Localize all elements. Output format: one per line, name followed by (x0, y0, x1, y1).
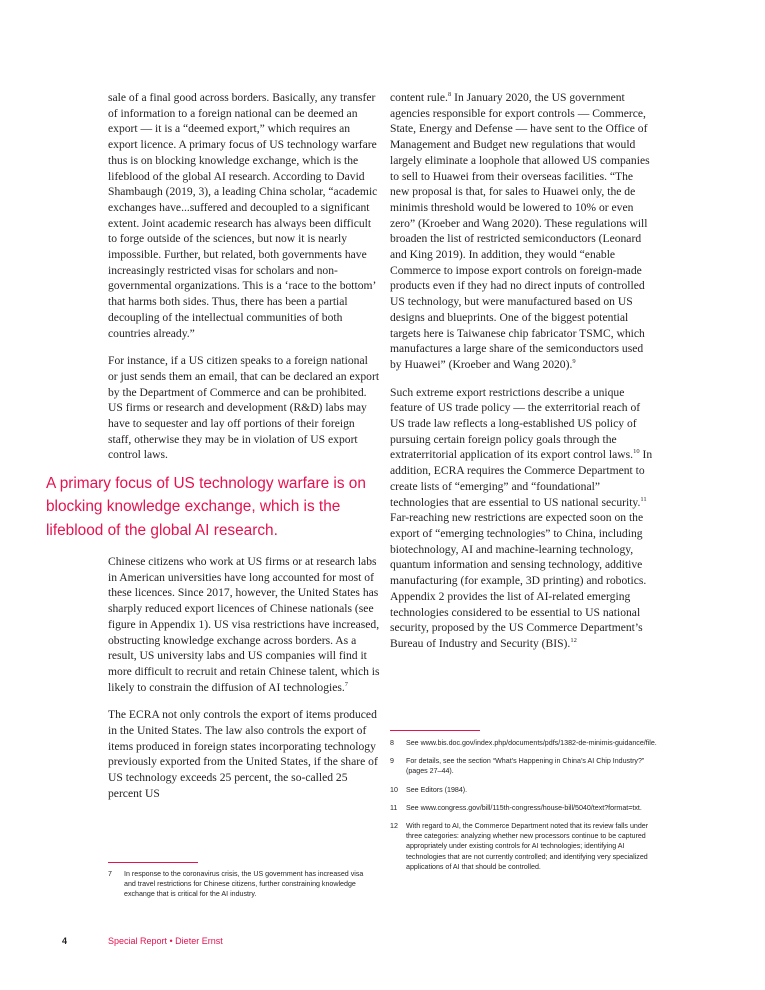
page-number: 4 (62, 936, 68, 946)
right-column (390, 90, 655, 664)
footnote-number: 10 (390, 785, 398, 794)
left-column-bottom (108, 554, 380, 814)
footnote-text: With regard to AI, the Commerce Department noted that its review falls under three categories: analyzing whether new processors continue to be captured appropriately under existing controls for AI technologies; identifying AI technologies that are not currently controlled; and identifying very specialized applications of AI that should be controlled. (406, 822, 649, 871)
body-paragraph-3 (108, 554, 380, 695)
footnote-item (390, 785, 658, 795)
footnote-divider-right (390, 730, 480, 731)
footnote-number: 11 (390, 803, 398, 812)
paragraph-3-text: Chinese citizens who work at US firms or at research labs in American universities have long accounted for most of these licences. Since 2017, however, the United States has sharply reduced export licences of Chinese nationals (see figure in Appendix 1). US visa restrictions have increased, obstructing knowledge exchange across borders. As a result, US university labs and US companies will find it more difficult to recruit and retain Chinese talent, which is likely to constrain the diffusion of AI technologies. (108, 555, 380, 694)
footnote-item (390, 821, 658, 872)
footnote-item (390, 803, 658, 813)
footnote-divider-left (108, 862, 198, 863)
footnotes-left (108, 869, 376, 908)
paragraph-6-text-a: Such extreme export restrictions describe a unique feature of US trade policy — the exterritorial reach of US trade law reflects a long-established US policy of pursuing certain foreign policy goals through the extraterritorial application of its export control laws. (390, 385, 641, 462)
body-paragraph-1: sale of a final good across borders. Basically, any transfer of information to a foreign national can be deemed an export — it is a “deemed export,” which requires an export licence. A primary focus of US technology warfare thus is on blocking knowledge exchange, which is the lifeblood of the global AI research. According to David Shambaugh (2019, 3), a leading China scholar, “academic exchanges have...suffered and decoupled to a significant extent. Joint academic research has always been difficult to forge outside of the sciences, but now it is nearly impossible. Further, but related, both governments have increasingly restricted visas for scholars and non-governmental organizations. This is a ‘race to the bottom’ that harms both sides. Thus, there has been a partial decoupling of the intellectual communities of both countries already.” (108, 91, 378, 340)
paragraph-5-text-a: content rule. (390, 91, 448, 104)
body-paragraph-2: For instance, if a US citizen speaks to a foreign national or just sends them an email, that can be declared an export by the Department of Commerce and can be prohibited. US firms or research and development (R&D) labs may have to sequester and lay off portions of their foreign staff, otherwise they may be in violation of US export control laws. (108, 354, 380, 462)
left-column-top (108, 90, 380, 475)
footnote-number: 8 (390, 739, 394, 747)
running-footer: Special Report • Dieter Ernst (108, 936, 223, 946)
footnote-item (390, 738, 658, 748)
paragraph-5-text-b: In January 2020, the US government agencies responsible for export controls — Commerce, State, Energy and Defense — have sent to the Office of Management and Budget new regulations that would largely eliminate a loophole that allowed US companies to sell to Huawei from their overseas facilities. “The new proposal is that, for sales to Huawei only, the de minimis threshold would be lowered to 10% or even zero” (Kroeber and Wang 2020). These regulations will broaden the list of restricted semiconductors (Leonard and King 2019). In addition, they would “enable Commerce to impose export controls on foreign-made products even if they had no direct inputs of controlled US technology, but were manufactured based on US designs and blueprints. One of the biggest potential targets here is Taiwanese chip fabricator TSMC, which manufactures a large share of the semiconductors used by Huawei” (Kroeber and Wang 2020). (390, 91, 650, 371)
footnote-ref-9[interactable]: 9 (572, 358, 576, 366)
footnote-text: See Editors (1984). (406, 785, 468, 794)
body-paragraph-4: The ECRA not only controls the export of items produced in the United States. The law also controls the export of items produced in foreign states incorporating technology previously exported from the United States, if the share of US technology exceeds 25 percent, the so-called 25 percent US (108, 708, 378, 800)
pull-quote: A primary focus of US technology warfare is on blocking knowledge exchange, which is the lifeblood of the global AI research. (46, 475, 366, 539)
footnotes-right (390, 738, 658, 880)
footnote-number: 7 (108, 870, 112, 878)
paragraph-6-text-b: In addition, ECRA requires the Commerce Department to create lists of “emerging” and “foundational” technologies that are essential to US national security. (390, 448, 653, 509)
footnote-number: 9 (390, 757, 394, 766)
footnote-text: In response to the coronavirus crisis, the US government has increased visa and travel restrictions for Chinese citizens, further constraining knowledge exchange that is critical for the AI industry. (124, 870, 364, 899)
footnote-text: See www.congress.gov/bill/115th-congress/house-bill/5040/text?format=txt. (406, 803, 642, 812)
footnote-ref-12[interactable]: 12 (570, 637, 577, 645)
footnote-ref-10[interactable]: 10 (633, 448, 640, 456)
footnote-ref-11[interactable]: 11 (640, 495, 647, 503)
footnote-ref-7[interactable]: 7 (344, 680, 349, 688)
body-paragraph-5 (390, 90, 655, 373)
paragraph-6-text-c: Far-reaching new restrictions are expected soon on the export of “emerging technologies” to China, including biotechnology, AI and machine-learning technology, quantum information and sensing technology, additive manufacturing (for example, 3D printing) and robotics. Appendix 2 provides the list of AI-related emerging technologies considered to be essential to US national security, proposed by the US Commerce Department’s Bureau of Industry and Security (BIS). (390, 511, 647, 650)
footnote-item (108, 869, 376, 900)
footnote-text: See www.bis.doc.gov/index.php/documents/pdfs/1382-de-minimis-guidance/file. (406, 739, 657, 747)
footnote-text: For details, see the section “What’s Happening in China’s AI Chip Industry?” (pages 27–44). (406, 757, 645, 776)
footnote-number: 12 (390, 822, 398, 831)
body-paragraph-6 (390, 385, 655, 652)
footnote-ref-8[interactable]: 8 (447, 91, 452, 99)
footnote-item (390, 756, 658, 776)
